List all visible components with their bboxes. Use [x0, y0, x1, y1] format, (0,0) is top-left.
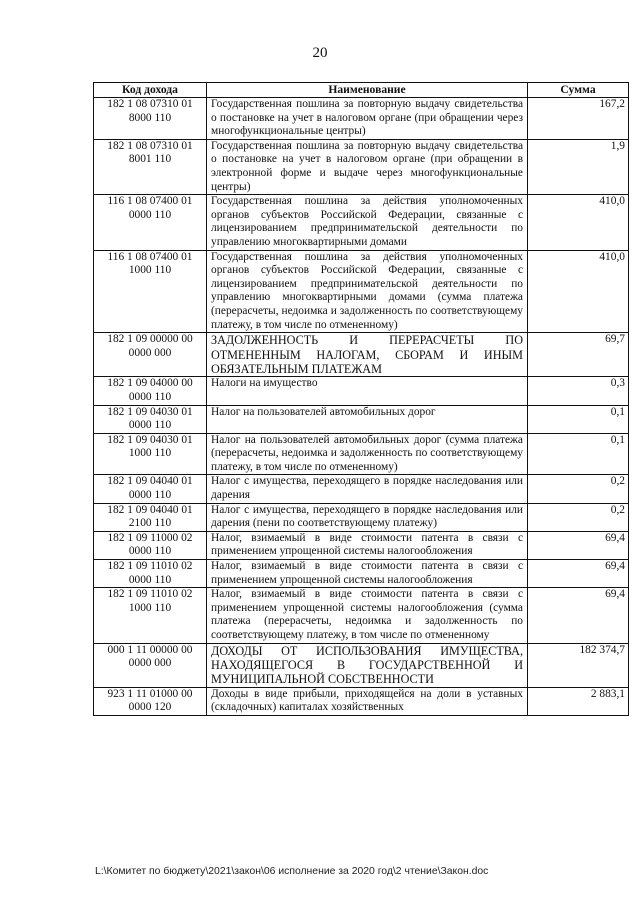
- revenue-sum-cell: 410,0: [528, 195, 629, 250]
- revenue-name-cell: ЗАДОЛЖЕННОСТЬ И ПЕРЕРАСЧЕТЫ ПО ОТМЕНЕННЫМ НАЛОГАМ, СБОРАМ И ИНЫМ ОБЯЗАТЕЛЬНЫМ ПЛАТЕЖАМ: [207, 333, 528, 377]
- revenue-name-cell: Доходы в виде прибыли, приходящейся на доли в уставных (складочных) капиталах хозяйственных: [207, 687, 528, 715]
- header-code: Код дохода: [94, 83, 207, 98]
- revenue-table: [93, 82, 629, 716]
- revenue-code-cell: 182 1 09 00000 00 0000 000: [94, 333, 207, 377]
- table-row: [94, 560, 629, 588]
- table-header-row: [94, 83, 629, 98]
- revenue-sum-cell: 69,4: [528, 560, 629, 588]
- revenue-name-cell: Налог, взимаемый в виде стоимости патента в связи с применением упрощенной системы налогообложения: [207, 531, 528, 559]
- table-row: [94, 333, 629, 377]
- revenue-sum-cell: 182 374,7: [528, 643, 629, 687]
- revenue-code-cell: 000 1 11 00000 00 0000 000: [94, 643, 207, 687]
- table-row: [94, 475, 629, 503]
- revenue-sum-cell: 0,1: [528, 405, 629, 433]
- revenue-code-cell: 182 1 09 04030 01 1000 110: [94, 433, 207, 475]
- revenue-name-cell: Государственная пошлина за действия уполномоченных органов субъектов Российской Федерации, связанные с лицензированием предпринимательской деятельности по управлению многоквартирными домами: [207, 195, 528, 250]
- revenue-sum-cell: 69,4: [528, 531, 629, 559]
- revenue-sum-cell: 1,9: [528, 139, 629, 194]
- revenue-name-cell: Государственная пошлина за повторную выдачу свидетельства о постановке на учет в налоговом органе (при обращении через многофункциональные центры): [207, 98, 528, 140]
- revenue-name-cell: Налог с имущества, переходящего в порядке наследования или дарения: [207, 475, 528, 503]
- table-row: [94, 139, 629, 194]
- table-row: [94, 433, 629, 475]
- revenue-code-cell: 116 1 08 07400 01 0000 110: [94, 195, 207, 250]
- revenue-sum-cell: 69,4: [528, 588, 629, 643]
- revenue-name-cell: Государственная пошлина за повторную выдачу свидетельства о постановке на учет в налоговом органе (при обращении в электронной форме и выдаче через многофункциональные центры): [207, 139, 528, 194]
- revenue-sum-cell: 410,0: [528, 250, 629, 333]
- revenue-name-cell: Налог, взимаемый в виде стоимости патента в связи с применением упрощенной системы налогообложения (сумма платежа (перерасчеты, недоимка и задолженность по соответствующему платежу, в том числе по отмененному: [207, 588, 528, 643]
- revenue-name-cell: Налог на пользователей автомобильных дорог (сумма платежа (перерасчеты, недоимка и задолженность по соответствующему платежу, в том числе по отмененному): [207, 433, 528, 475]
- table-row: [94, 377, 629, 405]
- table-row: [94, 98, 629, 140]
- revenue-code-cell: 116 1 08 07400 01 1000 110: [94, 250, 207, 333]
- header-name: Наименование: [207, 83, 528, 98]
- table-body: [94, 98, 629, 716]
- header-sum: Сумма: [528, 83, 629, 98]
- revenue-name-cell: ДОХОДЫ ОТ ИСПОЛЬЗОВАНИЯ ИМУЩЕСТВА, НАХОДЯЩЕГОСЯ В ГОСУДАРСТВЕННОЙ И МУНИЦИПАЛЬНОЙ СОБСТВЕННОСТИ: [207, 643, 528, 687]
- revenue-name-cell: Налоги на имущество: [207, 377, 528, 405]
- revenue-sum-cell: 0,3: [528, 377, 629, 405]
- table-row: [94, 195, 629, 250]
- table-row: [94, 687, 629, 715]
- revenue-sum-cell: 0,2: [528, 503, 629, 531]
- revenue-code-cell: 923 1 11 01000 00 0000 120: [94, 687, 207, 715]
- revenue-table-container: [93, 82, 628, 716]
- table-row: [94, 531, 629, 559]
- revenue-sum-cell: 167,2: [528, 98, 629, 140]
- revenue-code-cell: 182 1 09 04000 00 0000 110: [94, 377, 207, 405]
- revenue-code-cell: 182 1 09 11000 02 0000 110: [94, 531, 207, 559]
- revenue-sum-cell: 2 883,1: [528, 687, 629, 715]
- revenue-code-cell: 182 1 08 07310 01 8000 110: [94, 98, 207, 140]
- revenue-name-cell: Государственная пошлина за действия уполномоченных органов субъектов Российской Федерации, связанные с лицензированием предпринимательской деятельности по управлению многоквартирными домами (сумма платежа (перерасчеты, недоимка и задолженность по соответствующему платежу, в том числе по отмененному): [207, 250, 528, 333]
- revenue-code-cell: 182 1 09 11010 02 1000 110: [94, 588, 207, 643]
- revenue-name-cell: Налог с имущества, переходящего в порядке наследования или дарения (пени по соответствующему платежу): [207, 503, 528, 531]
- revenue-name-cell: Налог, взимаемый в виде стоимости патента в связи с применением упрощенной системы налогообложения: [207, 560, 528, 588]
- table-row: [94, 405, 629, 433]
- revenue-code-cell: 182 1 09 11010 02 0000 110: [94, 560, 207, 588]
- revenue-sum-cell: 0,2: [528, 475, 629, 503]
- revenue-sum-cell: 69,7: [528, 333, 629, 377]
- revenue-code-cell: 182 1 09 04040 01 0000 110: [94, 475, 207, 503]
- revenue-name-cell: Налог на пользователей автомобильных дорог: [207, 405, 528, 433]
- page-number: 20: [312, 45, 328, 61]
- revenue-code-cell: 182 1 08 07310 01 8001 110: [94, 139, 207, 194]
- document-file-path: L:\Комитет по бюджету\2021\закон\06 исполнение за 2020 год\2 чтение\Закон.doc: [95, 866, 489, 877]
- revenue-code-cell: 182 1 09 04030 01 0000 110: [94, 405, 207, 433]
- table-row: [94, 250, 629, 333]
- table-row: [94, 503, 629, 531]
- table-row: [94, 588, 629, 643]
- table-row: [94, 643, 629, 687]
- revenue-code-cell: 182 1 09 04040 01 2100 110: [94, 503, 207, 531]
- revenue-sum-cell: 0,1: [528, 433, 629, 475]
